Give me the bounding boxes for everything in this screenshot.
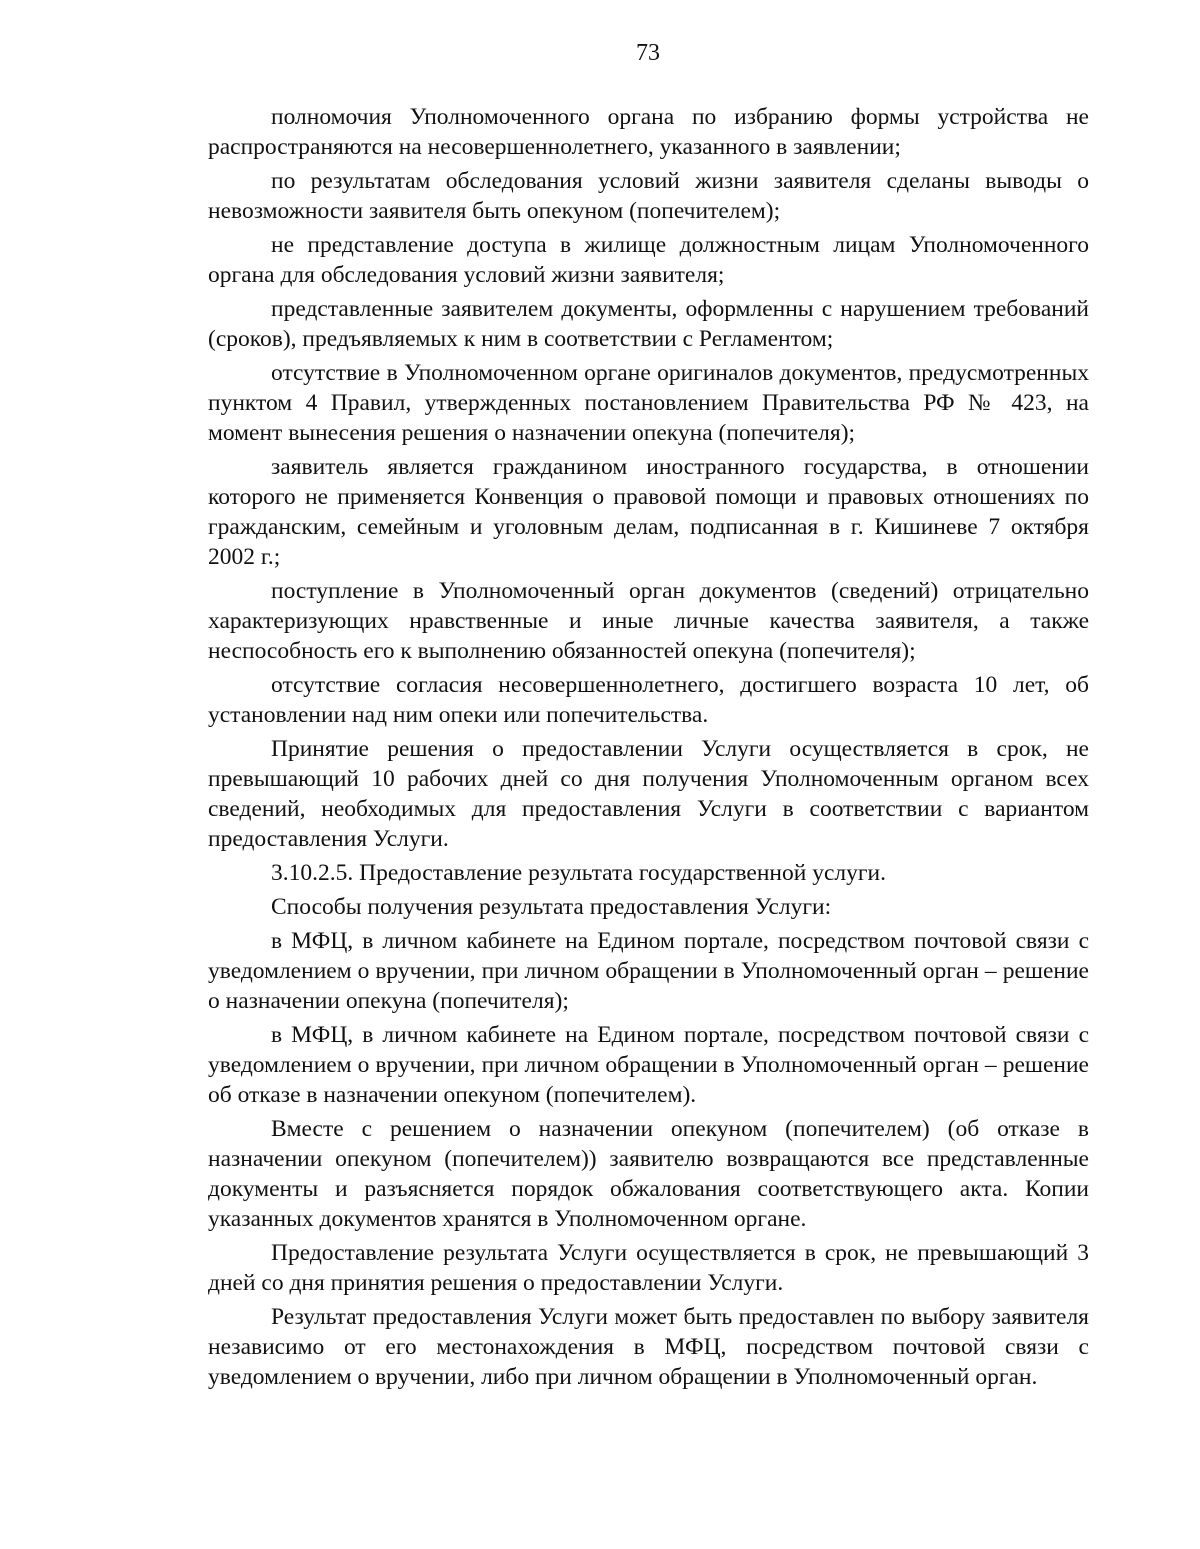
paragraph: представленные заявителем документы, оформленны с нарушением требований (сроков), предъявляемых к ним в соответствии с Регламентом;: [208, 296, 1089, 352]
document-body: [208, 102, 1089, 1396]
paragraph: 3.10.2.5. Предоставление результата государственной услуги.: [271, 860, 886, 886]
page-number: 73: [636, 40, 660, 66]
paragraph: Принятие решения о предоставлении Услуги осуществляется в срок, не превышающий 10 рабочих дней со дня получения Уполномоченным органом всех сведений, необходимых для предоставления Услуги в соответствии с вариантом предоставления Услуги.: [208, 736, 1089, 852]
paragraph: отсутствие в Уполномоченном органе оригиналов документов, предусмотренных пунктом 4 Правил, утвержденных постановлением Правительства РФ № 423, на момент вынесения решения о назначении опекуна (попечителя);: [208, 360, 1089, 446]
paragraph: полномочия Уполномоченного органа по избранию формы устройства не распространяются на несовершеннолетнего, указанного в заявлении;: [208, 104, 1089, 160]
paragraph: поступление в Уполномоченный орган документов (сведений) отрицательно характеризующих нравственные и иные личные качества заявителя, а также неспособность его к выполнению обязанностей опекуна (попечителя);: [208, 578, 1089, 664]
paragraph: не представление доступа в жилище должностным лицам Уполномоченного органа для обследования условий жизни заявителя;: [208, 232, 1089, 288]
paragraph: Способы получения результата предоставления Услуги:: [271, 894, 832, 920]
paragraph: в МФЦ, в личном кабинете на Едином портале, посредством почтовой связи с уведомлением о вручении, при личном обращении в Уполномоченный орган – решение о назначении опекуна (попечителя);: [208, 928, 1089, 1014]
paragraph: в МФЦ, в личном кабинете на Едином портале, посредством почтовой связи с уведомлением о вручении, при личном обращении в Уполномоченный орган – решение об отказе в назначении опекуном (попечителем).: [208, 1022, 1089, 1108]
paragraph: Вместе с решением о назначении опекуном (попечителем) (об отказе в назначении опекуном (попечителем)) заявителю возвращаются все представленные документы и разъясняется порядок обжалования соответствующего акта. Копии указанных документов хранятся в Уполномоченном органе.: [208, 1116, 1089, 1232]
paragraph: заявитель является гражданином иностранного государства, в отношении которого не применяется Конвенция о правовой помощи и правовых отношениях по гражданским, семейным и уголовным делам, подписанная в г. Кишиневе 7 октября 2002 г.;: [208, 454, 1089, 570]
paragraph: Результат предоставления Услуги может быть предоставлен по выбору заявителя независимо от его местонахождения в МФЦ, посредством почтовой связи с уведомлением о вручении, либо при личном обращении в Уполномоченный орган.: [208, 1304, 1089, 1390]
paragraph: Предоставление результата Услуги осуществляется в срок, не превышающий 3 дней со дня принятия решения о предоставлении Услуги.: [208, 1240, 1089, 1296]
paragraph: по результатам обследования условий жизни заявителя сделаны выводы о невозможности заявителя быть опекуном (попечителем);: [208, 168, 1089, 224]
paragraph: отсутствие согласия несовершеннолетнего, достигшего возраста 10 лет, об установлении над ним опеки или попечительства.: [208, 672, 1089, 728]
